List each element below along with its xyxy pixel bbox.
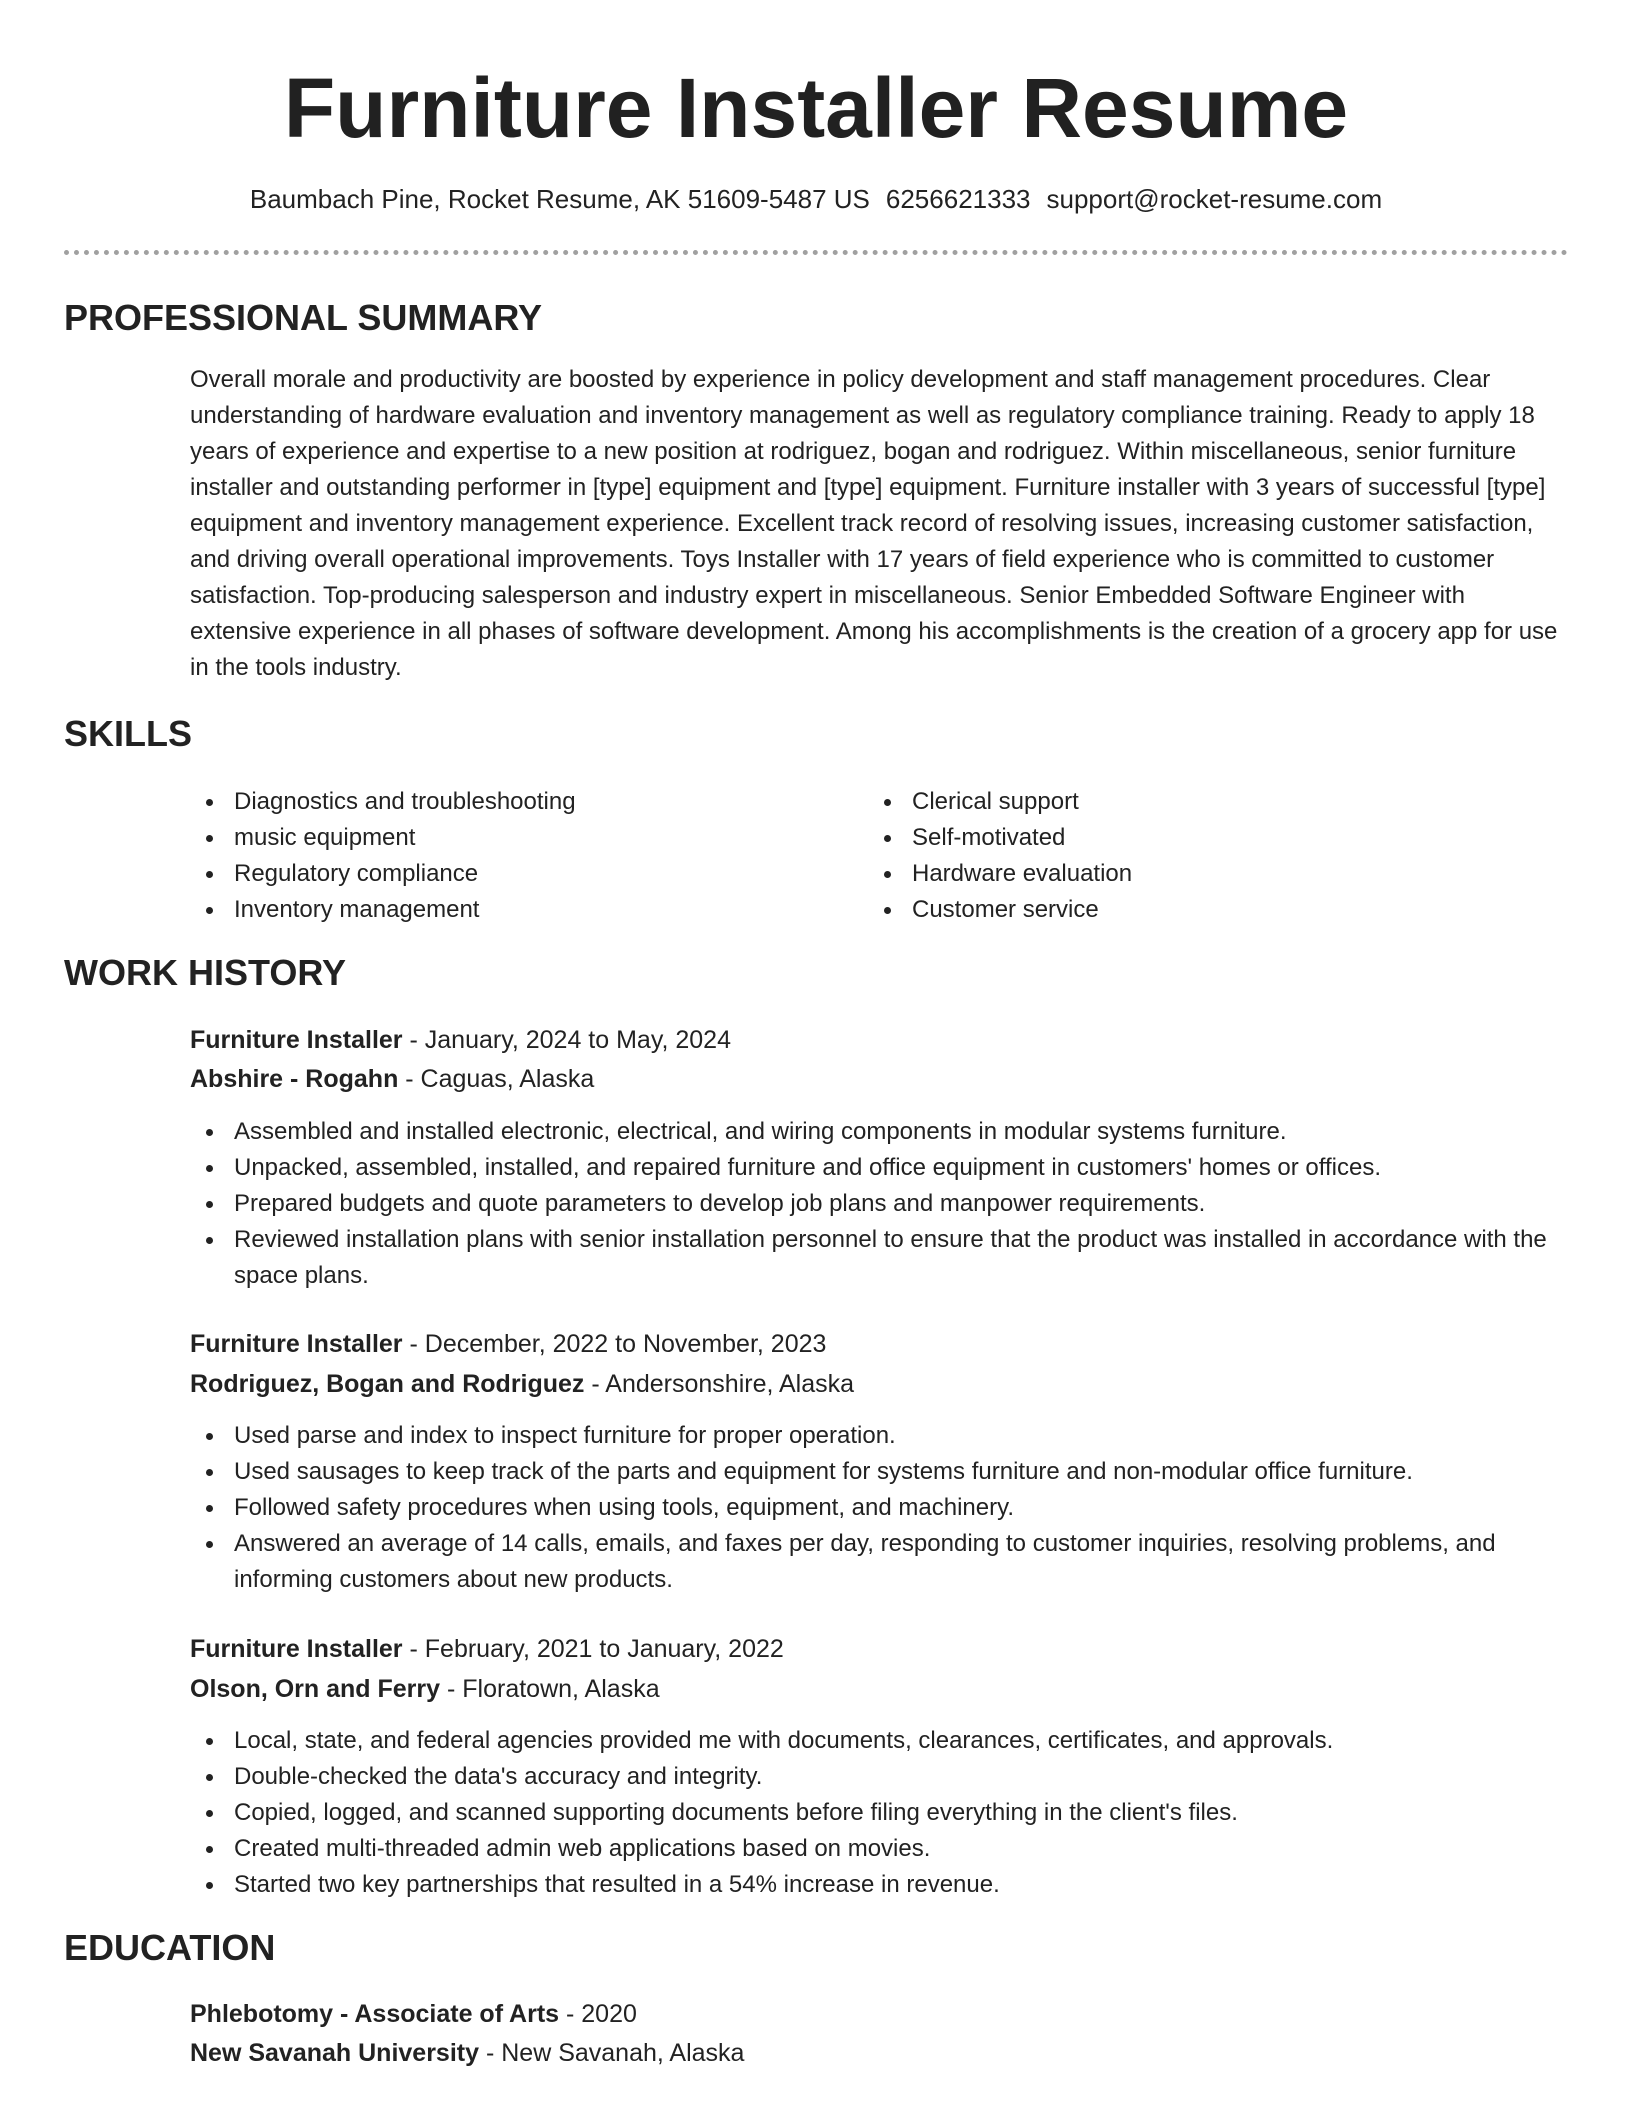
work-history-heading: WORK HISTORY (64, 952, 347, 993)
skill-item: Regulatory compliance (190, 856, 810, 892)
job-company-line (190, 1061, 594, 1097)
job-location: - Floratown, Alaska (440, 1675, 660, 1703)
skill-item: music equipment (190, 820, 810, 856)
job-dates: - January, 2024 to May, 2024 (402, 1026, 731, 1054)
contact-email: support@rocket-resume.com (1046, 184, 1383, 214)
job-bullet: Used sausages to keep track of the parts and equipment for systems furniture and non-modular office furniture. (190, 1454, 1570, 1490)
contact-line (0, 182, 1632, 216)
skill-item: Clerical support (868, 784, 1488, 820)
job-location: - Caguas, Alaska (398, 1065, 595, 1093)
job-title: Furniture Installer (190, 1635, 403, 1663)
job-company-line (190, 1671, 660, 1707)
job-bullet: Started two key partnerships that resulted in a 54% increase in revenue. (190, 1867, 1570, 1903)
summary-text: Overall morale and productivity are boosted by experience in policy development and staff management procedures. Clear understanding of hardware evaluation and inventory management as well as regulatory compliance training. Ready to apply 18 years of experience and expertise to a new position at rodriguez, bogan and rodriguez. Within miscellaneous, senior furniture installer and outstanding performer in [type] equipment and [type] equipment. Furniture installer with 3 years of successful [type] equipment and inventory management experience. Excellent track record of resolving issues, increasing customer satisfaction, and driving overall operational improvements. Toys Installer with 17 years of field experience who is committed to customer satisfaction. Top-producing salesperson and industry expert in miscellaneous. Senior Embedded Software Engineer with extensive experience in all phases of software development. Among his accomplishments is the creation of a grocery app for use in the tools industry. (190, 366, 1558, 681)
skills-heading: SKILLS (64, 713, 193, 754)
education-school-line (190, 2035, 744, 2071)
job-dates: - December, 2022 to November, 2023 (402, 1330, 827, 1358)
job-bullet: Local, state, and federal agencies provided me with documents, clearances, certificates, and approvals. (190, 1723, 1570, 1759)
job-bullet: Copied, logged, and scanned supporting documents before filing everything in the client's files. (190, 1795, 1570, 1831)
job-bullet: Double-checked the data's accuracy and integrity. (190, 1759, 1570, 1795)
job-bullets (190, 1418, 1570, 1598)
skill-item: Hardware evaluation (868, 856, 1488, 892)
job-company-line (190, 1366, 854, 1402)
job-bullet: Assembled and installed electronic, electrical, and wiring components in modular systems furniture. (190, 1114, 1570, 1150)
job-location: - Andersonshire, Alaska (584, 1370, 855, 1398)
job-bullet: Unpacked, assembled, installed, and repaired furniture and office equipment in customers' homes or offices. (190, 1150, 1570, 1186)
job-company: Olson, Orn and Ferry (190, 1675, 441, 1703)
education-heading: EDUCATION (64, 1927, 276, 1968)
skill-item: Customer service (868, 892, 1488, 928)
job-dates: - February, 2021 to January, 2022 (402, 1635, 784, 1663)
job-bullets (190, 1114, 1570, 1294)
resume-title: Furniture Installer Resume (283, 61, 1349, 155)
job-company: Abshire - Rogahn (190, 1065, 399, 1093)
summary-heading: PROFESSIONAL SUMMARY (64, 297, 543, 338)
job-title: Furniture Installer (190, 1026, 403, 1054)
job-bullet: Created multi-threaded admin web applications based on movies. (190, 1831, 1570, 1867)
job-title: Furniture Installer (190, 1330, 403, 1358)
education-degree: Phlebotomy - Associate of Arts (190, 2000, 560, 2028)
education-location: - New Savanah, Alaska (479, 2039, 745, 2067)
job-bullet: Answered an average of 14 calls, emails, and faxes per day, responding to customer inquiries, resolving problems, and informing customers about new products. (190, 1526, 1570, 1598)
job-title-line (190, 1326, 826, 1362)
education-degree-line (190, 1996, 637, 2032)
contact-phone: 6256621333 (885, 184, 1031, 214)
skill-item: Inventory management (190, 892, 810, 928)
skills-list-left (190, 784, 810, 928)
header-divider (64, 250, 1568, 255)
education-year: - 2020 (559, 2000, 637, 2028)
skill-item: Self-motivated (868, 820, 1488, 856)
job-bullet: Used parse and index to inspect furniture for proper operation. (190, 1418, 1570, 1454)
job-bullets (190, 1723, 1570, 1903)
job-bullet: Followed safety procedures when using tools, equipment, and machinery. (190, 1490, 1570, 1526)
job-bullet: Prepared budgets and quote parameters to develop job plans and manpower requirements. (190, 1186, 1570, 1222)
job-bullet: Reviewed installation plans with senior installation personnel to ensure that the product was installed in accordance with the space plans. (190, 1222, 1570, 1294)
contact-address: Baumbach Pine, Rocket Resume, AK 51609-5487 US (249, 184, 870, 214)
skill-item: Diagnostics and troubleshooting (190, 784, 810, 820)
job-company: Rodriguez, Bogan and Rodriguez (190, 1370, 585, 1398)
job-title-line (190, 1631, 784, 1667)
education-school: New Savanah University (190, 2039, 480, 2067)
job-title-line (190, 1022, 731, 1058)
skills-list-right (868, 784, 1488, 928)
